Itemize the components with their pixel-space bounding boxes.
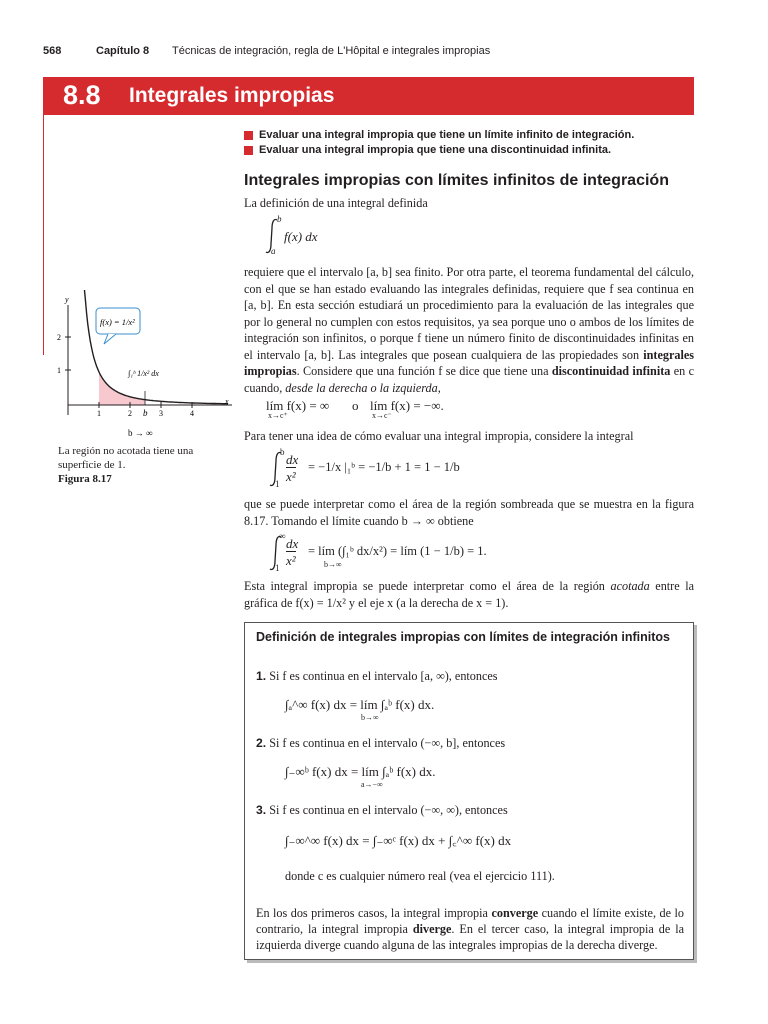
callout-label: f(x) = 1/x²: [100, 317, 135, 327]
running-title: Técnicas de integración, regla de L'Hôpital e integrales impropias: [172, 45, 491, 57]
margin-rule: [43, 115, 44, 355]
x-tick-label: 1: [97, 409, 101, 418]
bullet-icon: [244, 146, 253, 155]
figure-8-17: [52, 290, 238, 440]
y-tick-label: 2: [57, 333, 61, 342]
limit-label: b → ∞: [128, 428, 153, 438]
definition-item-2: 2. Si f es continua en el intervalo (−∞, b], entonces: [256, 736, 506, 750]
equation-improper-limit: ∞ 1 dx x² = lím (∫₁ᵇ dx/x²) = lím (1 − 1/b) = 1. b→∞: [268, 534, 568, 574]
page-number: 568: [43, 45, 62, 57]
paragraph-interpret: que se puede interpretar como el área de la región sombreada que se muestra en la figura 8.17. Tomando el límite cuando b → ∞ obtiene: [244, 497, 694, 528]
definition-note: donde c es cualquier número real (vea el ejercicio 111).: [285, 869, 555, 883]
objective-item: Evaluar una integral impropia que tiene una discontinuidad infinita.: [244, 143, 694, 158]
definition-formula-1: ∫ₐ^∞ f(x) dx = lím ∫ₐᵇ f(x) dx. b→∞: [285, 697, 435, 722]
limits-line: lím f(x) = ∞ x→c⁺ o lím f(x) = −∞. x→c⁻: [266, 398, 444, 420]
x-tick-label: 2: [128, 409, 132, 418]
integral-label: ∫₁ᵇ 1/x² dx: [128, 369, 159, 378]
figure-caption: La región no acotada tiene una superficie de 1. Figura 8.17: [58, 444, 218, 486]
objective-item: Evaluar una integral impropia que tiene un límite infinito de integración.: [244, 128, 694, 143]
y-axis-label: y: [65, 295, 69, 304]
x-axis-label: x: [225, 397, 229, 406]
definition-closing: En los dos primeros casos, la integral impropia converge cuando el límite existe, de lo contrario, la integral impropia diverge. En el tercer caso, la integral impropia de la izquierda diverge cuando alguna de las integrales impropias de la derecha diverge.: [256, 906, 684, 952]
chapter-label: Capítulo 8: [96, 45, 150, 57]
definition-box: [244, 622, 694, 960]
x-tick-label: 4: [190, 409, 194, 418]
figure-label: Figura 8.17: [58, 473, 112, 485]
paragraph-consider: Para tener una idea de cómo evaluar una integral impropia, considere la integral: [244, 429, 634, 443]
section-heading: Integrales impropias con límites infinitos de integración: [244, 172, 669, 189]
objectives-list: [244, 128, 694, 158]
x-tick-label: b: [143, 408, 148, 418]
intro-text: La definición de una integral definida: [244, 196, 428, 210]
section-banner: [43, 77, 694, 115]
bullet-icon: [244, 131, 253, 140]
section-number: 8.8: [63, 80, 101, 110]
definition-item-1: 1. Si f es continua en el intervalo [a, ∞), entonces: [256, 669, 498, 683]
section-title-banner: Integrales impropias: [129, 84, 335, 107]
definition-title: Definición de integrales impropias con límites de integración infinitos: [256, 630, 670, 644]
y-tick-label: 1: [57, 366, 61, 375]
definition-item-3: 3. Si f es continua en el intervalo (−∞, ∞), entonces: [256, 803, 508, 817]
definition-formula-3: ∫₋∞^∞ f(x) dx = ∫₋∞ᶜ f(x) dx + ∫꜀^∞ f(x) dx: [285, 833, 512, 848]
paragraph-definition: requiere que el intervalo [a, b] sea finito. Por otra parte, el teorema fundamental del cálculo, con el que se han estado evaluando las integrales definidas, requiere que f sea continua en [a, b]. En esta sección estudiará un procedimiento para la evaluación de las integrales que por lo general no cumplen con estos requisitos, ya sea porque uno o ambos de los límites de integración son infinitos, o porque f tiene un número finito de discontinuidades infinitas en el intervalo [a, b]. Las integrales que posean cualquiera de las propiedades son integrales impropias. Considere que una función f se dice que tiene una discontinuidad infinita en c cuando, desde la derecha o la izquierda,: [244, 265, 694, 395]
equation-definite-integral: b a f(x) dx: [262, 216, 382, 256]
definition-formula-2: ∫₋∞ᵇ f(x) dx = lím ∫ₐᵇ f(x) dx. a→−∞: [285, 764, 436, 789]
equation-finite-integral: b 1 dx x² = −1/x |₁ᵇ = −1/b + 1 = 1 − 1/b: [268, 450, 528, 492]
x-tick-label: 3: [159, 409, 163, 418]
paragraph-bounded: Esta integral impropia se puede interpretar como el área de la región acotada entre la gráfica de f(x) = 1/x² y el eje x (a la derecha de x = 1).: [244, 579, 694, 610]
